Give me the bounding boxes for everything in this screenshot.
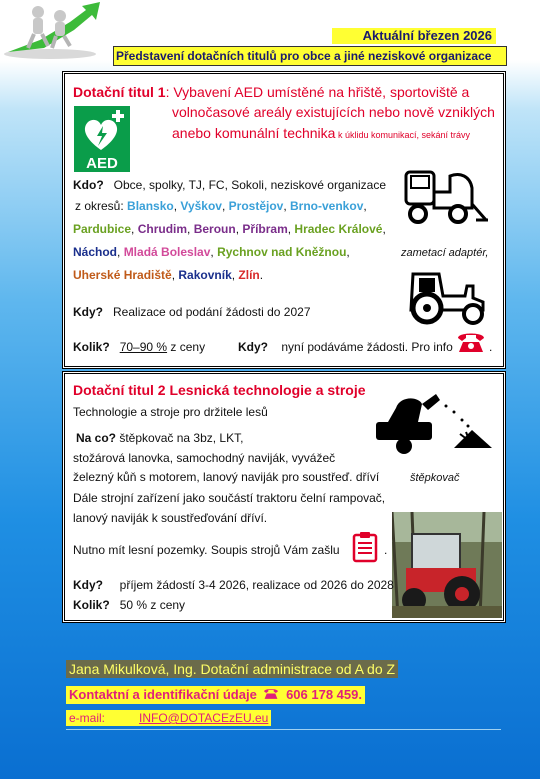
grant-title-2-sub: Technologie a stroje pro držitele lesů bbox=[73, 405, 268, 419]
grant-title-2-line4: Dále strojní zařízení jako součástí traktoru čelní rampovač, bbox=[73, 491, 386, 505]
tractor-photo bbox=[392, 512, 502, 623]
period: . bbox=[489, 340, 493, 354]
district: Pardubice bbox=[73, 222, 132, 236]
chipper-icon bbox=[374, 392, 496, 467]
footer-divider bbox=[66, 729, 501, 730]
grant-title-2-heading: Dotační titul 2 Lesnická technologie a stroje bbox=[73, 382, 366, 398]
district: Chrudim bbox=[137, 222, 188, 236]
district: Hradec Králové bbox=[294, 222, 383, 236]
date-label: Aktuální březen 2026 bbox=[332, 28, 496, 44]
contact-line: Kontaktní a identifikační údaje 606 178 459. bbox=[66, 686, 365, 704]
districts-line2: Pardubice, Chrudim, Beroun, Příbram, Hradec Králové, bbox=[73, 222, 386, 236]
naco-row: Na co? štěpkovač na 3bz, LKT, bbox=[76, 431, 244, 445]
tractor-icon bbox=[403, 270, 489, 331]
district: Rychnov nad Kněžnou bbox=[217, 245, 347, 259]
kdy2-row: Kdy? nyní podáváme žádosti. Pro info bbox=[238, 340, 453, 354]
sweeper-icon bbox=[402, 164, 490, 239]
district: Beroun bbox=[193, 222, 236, 236]
kdy-row-2: Kdy? příjem žádostí 3-4 2026, realizace od 2026 do 2028 bbox=[73, 578, 394, 592]
success-arrow-logo bbox=[0, 0, 108, 60]
district: Brno-venkov bbox=[290, 199, 364, 213]
district: Blansko bbox=[127, 199, 174, 213]
aed-label: AED bbox=[86, 155, 118, 172]
district: Vyškov bbox=[180, 199, 222, 213]
period2: . bbox=[384, 543, 388, 557]
kdo-row: Kdo? Obce, spolky, TJ, FC, Sokoli, neziskové organizace bbox=[73, 178, 387, 192]
grant-title-2-line5: lanový naviják k soustřeďování dříví. bbox=[73, 511, 268, 525]
district: Příbram bbox=[242, 222, 288, 236]
kolik-row: Kolik? 70–90 % z ceny bbox=[73, 340, 206, 354]
email-link[interactable]: INFO@DOTACEzEU.eu bbox=[139, 711, 269, 725]
logo bbox=[0, 0, 108, 60]
aed-sign-icon bbox=[74, 106, 130, 172]
page-title: Představení dotačních titulů pro obce a jiné neziskové organizace bbox=[113, 46, 507, 66]
kdy-row: Kdy? Realizace od podání žádosti do 2027 bbox=[73, 305, 311, 319]
author-name: Jana Mikulková, Ing. Dotační administrace od A do Z bbox=[66, 660, 398, 678]
grant-title-2-line2: stožárová lanovka, samochodný naviják, vyvážeč bbox=[73, 451, 336, 465]
district: Náchod bbox=[73, 245, 118, 259]
grant-title-1-line2: volnočasové areály existujících nebo nově vzniklých bbox=[172, 104, 495, 120]
phone-icon bbox=[456, 330, 486, 359]
district: Uherské Hradiště bbox=[73, 268, 172, 282]
district: Mladá Boleslav bbox=[123, 245, 211, 259]
chipper-caption: štěpkovač bbox=[410, 472, 460, 484]
district: Prostějov bbox=[228, 199, 284, 213]
clipboard-icon bbox=[352, 531, 378, 568]
districts-line4: Uherské Hradiště, Rakovník, Zlín. bbox=[73, 268, 264, 282]
sweeper-caption: zametací adaptér, bbox=[401, 247, 489, 259]
grant-title-2-line6: Nutno mít lesní pozemky. Soupis strojů Vám zašlu bbox=[73, 543, 340, 557]
phone-number: 606 178 459 bbox=[286, 687, 359, 702]
grant-title-2-line3: železný kůň s motorem, lanový naviják pro soustřeď. dříví bbox=[73, 470, 380, 484]
district: Rakovník bbox=[178, 268, 232, 282]
districts-line3: Náchod, Mladá Boleslav, Rychnov nad Kněžnou, bbox=[73, 245, 350, 259]
kolik-row-2: Kolik? 50 % z ceny bbox=[73, 598, 186, 612]
districts-line1: z okresů: Blansko, Vyškov, Prostějov, Brno-venkov, bbox=[75, 199, 367, 213]
grant-title-1-heading: Dotační titul 1: Vybavení AED umístěné na hřiště, sportoviště a bbox=[73, 84, 470, 100]
email-line: e-mail: INFO@DOTACEzEU.eu bbox=[66, 710, 271, 726]
phone-icon bbox=[263, 687, 279, 700]
grant-title-1-line3: anebo komunální technika k úklidu komunikací, sekání trávy bbox=[172, 125, 471, 141]
district: Zlín bbox=[238, 268, 260, 282]
